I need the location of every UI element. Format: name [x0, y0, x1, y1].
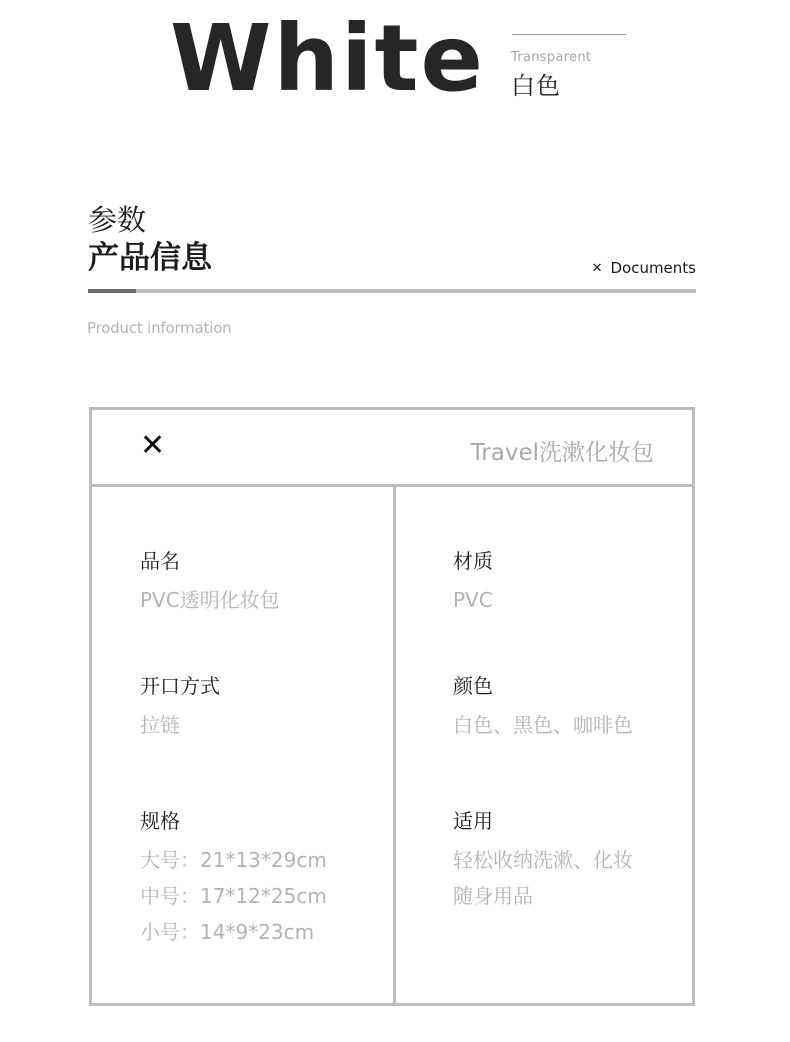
section-divider-accent [88, 289, 136, 293]
spec-value-opening: 拉链 [140, 713, 180, 737]
close-icon: ✕ [140, 428, 166, 463]
close-icon: ✕ [591, 260, 603, 276]
section-divider [88, 289, 696, 293]
spec-value-usage-line1: 轻松收纳洗漱、化妆 [453, 848, 633, 872]
documents-label: Documents [610, 259, 696, 277]
section-title-line2: 产品信息 [88, 240, 212, 276]
hero-subtitle-cn: 白色 [511, 72, 561, 100]
spec-label-size: 规格 [140, 809, 180, 833]
spec-label-material: 材质 [453, 549, 493, 573]
spec-card-header [92, 410, 692, 487]
spec-card-column-divider [393, 487, 396, 1003]
spec-label-opening: 开口方式 [140, 674, 220, 698]
spec-value-color: 白色、黑色、咖啡色 [453, 713, 633, 737]
spec-label-name: 品名 [140, 549, 180, 573]
hero-divider [512, 34, 626, 35]
spec-value-size-medium: 中号：17*12*25cm [140, 884, 327, 908]
hero-title: White [170, 5, 485, 112]
spec-label-color: 颜色 [453, 674, 493, 698]
spec-card-title: Travel洗漱化妆包 [470, 440, 654, 466]
spec-value-material: PVC [453, 588, 493, 612]
spec-label-usage: 适用 [453, 809, 493, 833]
section-title-line1: 参数 [88, 203, 147, 237]
section-subtitle-en: Product information [87, 319, 232, 337]
spec-card [89, 407, 695, 1006]
spec-value-name: PVC透明化妆包 [140, 588, 280, 612]
documents-tag [592, 259, 696, 277]
spec-value-size-large: 大号：21*13*29cm [140, 848, 327, 872]
hero-subtitle-en: Transparent [511, 50, 592, 65]
spec-value-usage-line2: 随身用品 [453, 884, 533, 908]
spec-value-size-small: 小号：14*9*23cm [140, 920, 315, 944]
